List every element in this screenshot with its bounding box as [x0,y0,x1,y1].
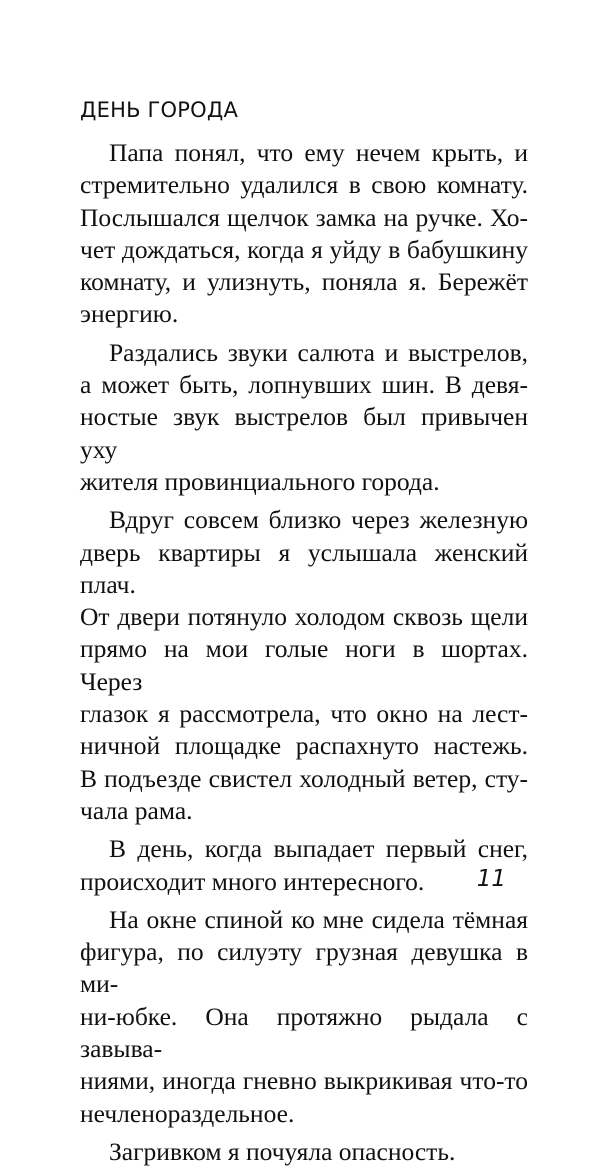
paragraph [80,337,528,498]
text-line: дверь квартиры я услышала женский плач. [80,537,528,599]
running-header: ДЕНЬ ГОРОДА [80,98,239,122]
text-line: ниями, иногда гневно выкрикивая что-то [80,1066,528,1096]
text-line: нечленораздельное. [80,1098,295,1128]
paragraph [80,904,528,1130]
paragraph [80,137,528,331]
text-line: Загривком я почуяла опасность. [109,1136,456,1166]
paragraph [80,1136,528,1168]
text-line: В день, когда выпадает первый снег, [109,834,528,864]
text-line: ни-юбке. Она протяжно рыдала с завыва- [80,1001,528,1064]
text-line: стремительно удалился в свою комнату. [80,170,528,200]
page-number: 11 [476,866,506,892]
text-line: энергию. [80,299,179,329]
text-line: жителя провинциального города. [80,466,440,496]
text-line: На окне спиной ко мне сидела тёмная [109,904,528,934]
text-line: Вдруг совсем близко через железную [109,505,528,535]
text-line: ничной площадке распахнуто настежь. [80,731,528,761]
text-line: Раздались звуки салюта и выстрелов, [109,337,528,367]
text-line: чет дождаться, когда я уйду в бабушкину [80,234,528,264]
text-line: ностые звук выстрелов был привычен уху [80,402,528,464]
text-line: происходит много интересного. [80,866,425,896]
text-line: чала рама. [80,795,193,825]
text-line: Послышался щелчок замка на ручке. Хо- [80,202,528,232]
body-text [80,137,528,1174]
text-line: От двери потянуло холодом сквозь щели [80,602,528,632]
text-line: комнату, и улизнуть, поняла я. Бережёт [80,267,528,297]
text-line: Папа понял, что ему нечем крыть, и [109,138,528,167]
paragraph [80,833,528,898]
text-line: фигура, по силуэту грузная девушка в ми- [80,937,528,999]
text-line: глазок я рассмотрела, что окно на лест- [80,699,528,729]
text-line: прямо на мои голые ноги в шортах. Через [80,634,528,696]
text-line: В подъезде свистел холодный ветер, сту- [80,763,528,793]
paragraph [80,504,528,827]
text-line: а может быть, лопнувших шин. В девя- [80,370,528,400]
